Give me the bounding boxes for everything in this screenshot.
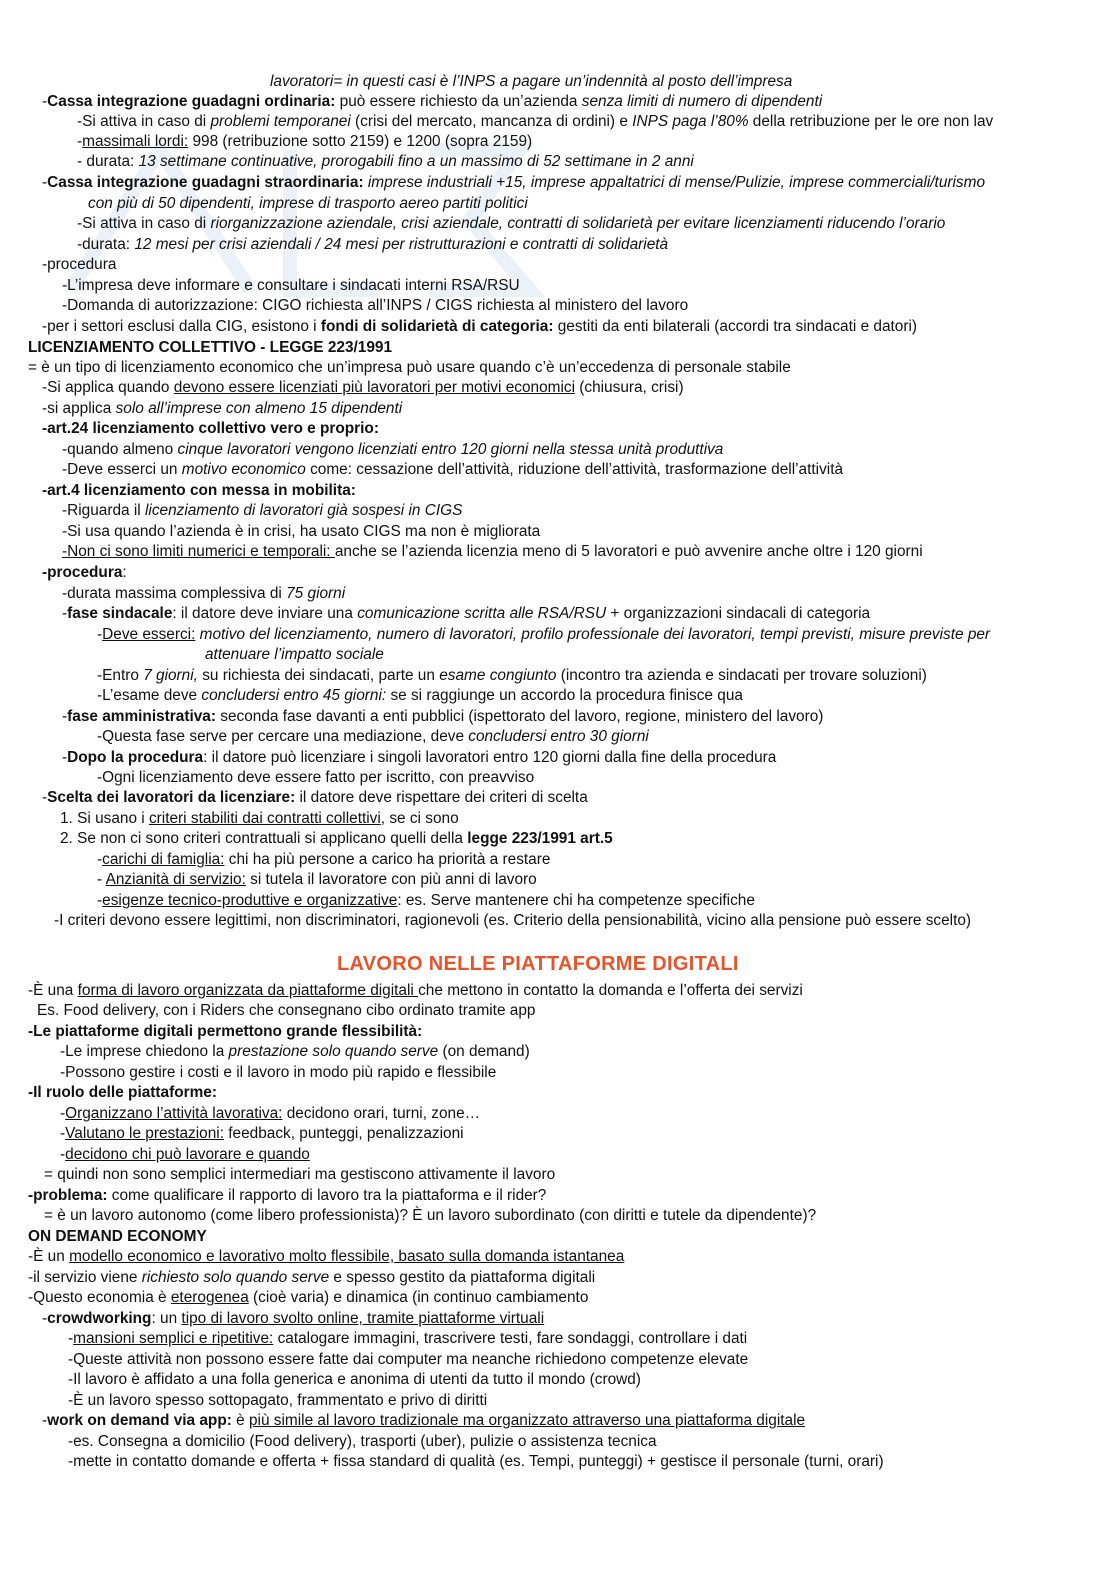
text-segment: = è un lavoro autonomo (come libero professionista)? È un lavoro subordinato (con diritti e tutele da dipendente)?: [44, 1207, 817, 1224]
text-line: [62, 748, 776, 768]
text-line: [68, 1432, 657, 1452]
text-segment: Dopo la procedura: [67, 749, 204, 766]
text-segment: -L’impresa deve informare e consultare i sindacati interni RSA/RSU: [62, 277, 520, 294]
text-segment: -Entro: [97, 667, 144, 684]
text-segment: se si raggiunge un accordo la procedura finisce qua: [386, 687, 743, 704]
text-line: [60, 1063, 496, 1083]
text-segment: modello economico e lavorativo molto flessibile, basato sulla domanda istantanea: [69, 1248, 625, 1265]
text-segment: seconda fase davanti a enti pubblici (ispettorato del lavoro, regione, ministero del lavoro): [215, 708, 824, 725]
text-segment: concludersi entro 45 giorni:: [201, 687, 387, 704]
text-line: [42, 419, 379, 439]
text-segment: il datore deve rispettare dei criteri di scelta: [295, 789, 588, 806]
text-segment: -: [60, 1105, 66, 1122]
text-segment: -Le piattaforme digitali permettono grande flessibilità:: [28, 1023, 423, 1040]
text-segment: -per i settori esclusi dalla CIG, esistono i: [42, 318, 321, 335]
text-line: [97, 686, 743, 706]
text-line: [97, 850, 550, 870]
text-segment: 75 giorni: [286, 585, 346, 602]
text-segment: -Si attiva in caso di: [77, 215, 211, 232]
text-segment: esame congiunto: [439, 667, 557, 684]
text-line: [60, 1124, 464, 1144]
text-segment: cinque lavoratori vengono licenziati entro 120 giorni nella stessa unità produttiva: [177, 441, 724, 458]
text-line: [28, 1186, 546, 1206]
text-segment: -procedura: [42, 564, 123, 581]
text-segment: -: [42, 789, 48, 806]
text-segment: che mettono in contatto la domanda e l’offerta dei servizi: [418, 982, 803, 999]
text-segment: decidono orari, turni, zone…: [282, 1105, 481, 1122]
text-segment: criteri stabiliti dai contratti collettivi: [148, 810, 381, 827]
text-segment: e spesso gestito da piattaforma digitali: [329, 1269, 596, 1286]
text-segment: LAVORO NELLE PIATTAFORME DIGITALI: [337, 953, 739, 975]
text-line: [60, 809, 459, 829]
text-line: [97, 891, 755, 911]
text-segment: -È una: [28, 982, 78, 999]
text-line: [42, 92, 822, 112]
text-segment: -: [42, 93, 48, 110]
text-segment: -art.24 licenziamento collettivo vero e proprio:: [42, 420, 379, 437]
text-segment: massimali lordi:: [82, 133, 189, 150]
text-segment: Es. Food delivery, con i Riders che consegnano cibo ordinato tramite app: [37, 1002, 536, 1019]
text-segment: motivo del licenziamento, numero di lavoratori, profilo professionale dei lavoratori, tempi previsti, misure previste per: [199, 626, 991, 643]
text-segment: -: [62, 605, 68, 622]
text-segment: eterogenea: [170, 1289, 249, 1306]
text-segment: : il datore può licenziare i singoli lavoratori entro 120 giorni dalla fine della procedura: [203, 749, 777, 766]
text-segment: è: [231, 1412, 249, 1429]
text-segment: 13 settimane continuative, prorogabili fino a un massimo di 52 settimane in 2 anni: [138, 153, 694, 170]
text-segment: -Questo economia è: [28, 1289, 171, 1306]
text-line: [77, 132, 532, 152]
text-line: [97, 666, 927, 686]
text-segment: -Si applica quando: [42, 379, 174, 396]
text-segment: -: [42, 174, 48, 191]
text-line: [44, 1206, 816, 1226]
text-segment: -L’esame deve: [97, 687, 202, 704]
text-segment: catalogare immagini, trascrivere testi, fare sondaggi, controllare i dati: [273, 1330, 748, 1347]
text-segment: 12 mesi per crisi aziendali / 24 mesi per ristrutturazioni e contratti di solidarietà: [134, 236, 669, 253]
text-segment: 998 (retribuzione sotto 2159) e 1200 (sopra 2159): [188, 133, 533, 150]
text-line: [62, 440, 723, 460]
text-segment: esigenze tecnico-produttive e organizzative: [102, 892, 398, 909]
text-line: [42, 1411, 805, 1431]
text-segment: : il datore deve inviare una: [172, 605, 358, 622]
text-segment: -Questa fase serve per cercare una mediazione, deve: [97, 728, 469, 745]
text-segment: -Non ci sono limiti numerici e temporali:: [62, 543, 335, 560]
text-line: [77, 214, 945, 234]
text-segment: solo all’imprese con almeno 15 dipendenti: [115, 400, 403, 417]
text-segment: -: [60, 1125, 66, 1142]
text-line: [97, 625, 990, 645]
text-segment: -es. Consegna a domicilio (Food delivery), trasporti (uber), pulizie o assistenza tecnica: [68, 1433, 657, 1450]
text-segment: legge 223/1991 art.5: [467, 830, 613, 847]
text-segment: -: [97, 892, 103, 909]
text-segment: -: [62, 708, 68, 725]
text-line: [62, 522, 540, 542]
text-segment: problemi temporanei: [210, 113, 351, 130]
text-line: [97, 727, 649, 747]
text-line: [28, 1247, 624, 1267]
text-line: [28, 338, 392, 358]
text-segment: forma di lavoro organizzata da piattaforme digitali: [77, 982, 419, 999]
text-segment: imprese industriali +15, imprese appaltatrici di mense/Pulizie, imprese commerciali/turismo: [367, 174, 986, 191]
text-segment: -: [97, 871, 106, 888]
text-segment: Anzianità di servizio:: [105, 871, 246, 888]
text-line: [68, 1391, 487, 1411]
text-line: [28, 358, 791, 378]
text-segment: -Le imprese chiedono la: [60, 1043, 229, 1060]
text-segment: -: [77, 133, 83, 150]
text-line: [68, 1350, 748, 1370]
text-segment: (incontro tra azienda e sindacati per trovare soluzioni): [556, 667, 927, 684]
text-line: [77, 235, 668, 255]
text-line: [77, 112, 993, 132]
text-line: [28, 1022, 422, 1042]
text-line: [42, 317, 917, 337]
text-segment: lavoratori= in questi casi è l’INPS a pagare un’indennità al posto dell’impresa: [270, 73, 793, 90]
text-segment: su richiesta dei sindacati, parte un: [197, 667, 440, 684]
text-segment: -: [42, 1310, 48, 1327]
text-line: [62, 460, 843, 480]
text-segment: Organizzano l’attività lavorativa:: [65, 1105, 283, 1122]
text-segment: -È un: [28, 1248, 70, 1265]
text-segment: -Riguarda il: [62, 502, 145, 519]
text-line: [42, 255, 116, 275]
text-line: [62, 707, 823, 727]
text-segment: crowdworking: [47, 1310, 152, 1327]
text-segment: ON DEMAND ECONOMY: [28, 1228, 207, 1245]
text-line: [97, 768, 534, 788]
text-segment: -I criteri devono essere legittimi, non discriminatori, ragionevoli (es. Criterio della pensionabilità, vicino alla pensione può essere scelto): [54, 912, 972, 929]
text-segment: -Queste attività non possono essere fatte dai computer ma neanche richiedono competenze elevate: [68, 1351, 749, 1368]
text-segment: Cassa integrazione guadagni ordinaria:: [47, 93, 336, 110]
text-line: [88, 194, 528, 214]
text-line: [42, 378, 684, 398]
text-line: [60, 1145, 310, 1165]
text-line: [62, 584, 345, 604]
text-segment: , se ci sono: [380, 810, 459, 827]
text-segment: concludersi entro 30 giorni: [468, 728, 649, 745]
text-segment: -art.4 licenziamento con messa in mobilita:: [42, 482, 356, 499]
text-line: [42, 481, 356, 501]
text-segment: decidono chi può lavorare e quando: [65, 1146, 310, 1163]
text-segment: + organizzazioni sindacali di categoria: [606, 605, 871, 622]
text-line: [42, 563, 127, 583]
text-line: [42, 1309, 544, 1329]
text-segment: gestiti da enti bilaterali (accordi tra sindacati e datori): [553, 318, 918, 335]
text-segment: licenziamento di lavoratori già sospesi in CIGS: [144, 502, 463, 519]
text-line: [62, 604, 870, 624]
text-segment: -Domanda di autorizzazione: CIGO richiesta all’INPS / CIGS richiesta al ministero del lavoro: [62, 297, 689, 314]
text-segment: -È un lavoro spesso sottopagato, frammentato e privo di diritti: [68, 1392, 488, 1409]
text-segment: Scelta dei lavoratori da licenziare:: [47, 789, 296, 806]
text-segment: : es. Serve mantenere chi ha competenze specifiche: [397, 892, 755, 909]
text-segment: INPS paga l’80%: [632, 113, 749, 130]
text-segment: -durata:: [77, 236, 135, 253]
text-segment: : un: [151, 1310, 182, 1327]
text-segment: -: [60, 1146, 66, 1163]
text-segment: -durata massima complessiva di: [62, 585, 287, 602]
text-segment: feedback, punteggi, penalizzazioni: [224, 1125, 464, 1142]
text-line: [68, 1329, 747, 1349]
text-segment: come: cessazione dell’attività, riduzione dell’attività, trasformazione dell’attività: [305, 461, 844, 478]
text-segment: -: [42, 1412, 48, 1429]
text-segment: con più di 50 dipendenti, imprese di trasporto aereo partiti politici: [88, 195, 528, 212]
text-segment: come qualificare il rapporto di lavoro tra la piattaforma e il rider?: [107, 1187, 547, 1204]
text-line: [60, 1104, 480, 1124]
text-segment: riorganizzazione aziendale, crisi aziendale, contratti di solidarietà per evitare licenziamenti riducendo l’orario: [210, 215, 946, 232]
text-segment: tipo di lavoro svolto online, tramite piattaforme virtuali: [181, 1310, 545, 1327]
text-segment: della retribuzione per le ore non lav: [748, 113, 994, 130]
text-line: [77, 152, 694, 172]
text-segment: mansioni semplici e ripetitive:: [73, 1330, 274, 1347]
text-segment: 1. Si usano i: [60, 810, 149, 827]
text-line: [68, 1370, 641, 1390]
text-segment: -Si attiva in caso di: [77, 113, 211, 130]
text-segment: -: [68, 1330, 74, 1347]
text-segment: = quindi non sono semplici intermediari ma gestiscono attivamente il lavoro: [44, 1166, 556, 1183]
text-segment: -Ogni licenziamento deve essere fatto per iscritto, con preavviso: [97, 769, 535, 786]
text-line: [205, 645, 384, 665]
text-segment: :: [122, 564, 127, 581]
text-segment: chi ha più persone a carico ha priorità a restare: [224, 851, 551, 868]
text-segment: -Il ruolo delle piattaforme:: [28, 1084, 217, 1101]
text-segment: fase sindacale: [67, 605, 173, 622]
text-segment: Valutano le prestazioni:: [65, 1125, 224, 1142]
text-line: [28, 1268, 595, 1288]
text-segment: fase amministrativa:: [67, 708, 216, 725]
text-segment: può essere richiesto da un’azienda: [335, 93, 582, 110]
text-segment: carichi di famiglia:: [102, 851, 225, 868]
text-segment: -si applica: [42, 400, 116, 417]
text-segment: -problema:: [28, 1187, 108, 1204]
text-line: [62, 542, 923, 562]
text-segment: -il servizio viene: [28, 1269, 142, 1286]
text-segment: (crisi del mercato, mancanza di ordini) e: [350, 113, 633, 130]
text-segment: -: [97, 626, 103, 643]
text-segment: (chiusura, crisi): [574, 379, 684, 396]
text-line: [37, 1001, 535, 1021]
text-segment: richiesto solo quando serve: [141, 1269, 330, 1286]
text-segment: -mette in contatto domande e offerta + fissa standard di qualità (es. Tempi, punteggi) + gestisce il personale (turni, orari): [68, 1453, 884, 1470]
text-segment: 7 giorni,: [143, 667, 198, 684]
text-segment: attenuare l’impatto sociale: [205, 646, 384, 663]
text-segment: -Deve esserci un: [62, 461, 182, 478]
text-line: [28, 981, 803, 1001]
text-segment: si tutela il lavoratore con più anni di lavoro: [245, 871, 537, 888]
text-line: [28, 1083, 217, 1103]
text-line: [42, 399, 402, 419]
text-line: [62, 296, 688, 316]
text-segment: comunicazione scritta alle RSA/RSU: [357, 605, 607, 622]
text-segment: -procedura: [42, 256, 117, 273]
text-segment: motivo economico: [181, 461, 306, 478]
text-segment: devono essere licenziati più lavoratori per motivi economici: [173, 379, 575, 396]
text-line: [68, 1452, 884, 1472]
text-line: [42, 173, 985, 193]
text-segment: fondi di solidarietà di categoria:: [320, 318, 554, 335]
text-line: [60, 829, 613, 849]
text-segment: Deve esserci:: [102, 626, 196, 643]
text-segment: -: [97, 851, 103, 868]
text-segment: prestazione solo quando serve: [228, 1043, 439, 1060]
text-segment: -Il lavoro è affidato a una folla generica e anonima di utenti da tutto il mondo (crowd): [68, 1371, 641, 1388]
text-line: [54, 911, 971, 931]
text-segment: -Si usa quando l’azienda è in crisi, ha usato CIGS ma non è migliorata: [62, 523, 541, 540]
text-segment: -quando almeno: [62, 441, 178, 458]
text-segment: senza limiti di numero di dipendenti: [581, 93, 823, 110]
text-line: [28, 1288, 588, 1308]
text-line: [60, 1042, 530, 1062]
text-segment: anche se l’azienda licenzia meno di 5 lavoratori e può avvenire anche oltre i 120 giorni: [334, 543, 923, 560]
text-segment: - durata:: [77, 153, 139, 170]
text-segment: più simile al lavoro tradizionale ma organizzato attraverso una piattaforma digitale: [248, 1412, 806, 1429]
text-segment: (cioè varia) e dinamica (in continuo cambiamento: [248, 1289, 589, 1306]
text-segment: -: [62, 749, 68, 766]
text-line: [62, 501, 462, 521]
text-line: [270, 72, 792, 92]
text-segment: (on demand): [438, 1043, 530, 1060]
text-line: [28, 1227, 207, 1247]
text-segment: -Possono gestire i costi e il lavoro in modo più rapido e flessibile: [60, 1064, 497, 1081]
text-line: [97, 870, 537, 890]
text-segment: Cassa integrazione guadagni straordinaria:: [47, 174, 364, 191]
text-segment: = è un tipo di licenziamento economico che un’impresa può usare quando c’è un’eccedenza di personale stabile: [28, 359, 791, 376]
text-segment: work on demand via app:: [47, 1412, 232, 1429]
text-line: [44, 1165, 555, 1185]
section-title: [337, 954, 739, 974]
text-line: [42, 788, 588, 808]
text-segment: 2. Se non ci sono criteri contrattuali si applicano quelli della: [60, 830, 468, 847]
text-line: [62, 276, 520, 296]
text-segment: LICENZIAMENTO COLLETTIVO - LEGGE 223/1991: [28, 339, 393, 356]
